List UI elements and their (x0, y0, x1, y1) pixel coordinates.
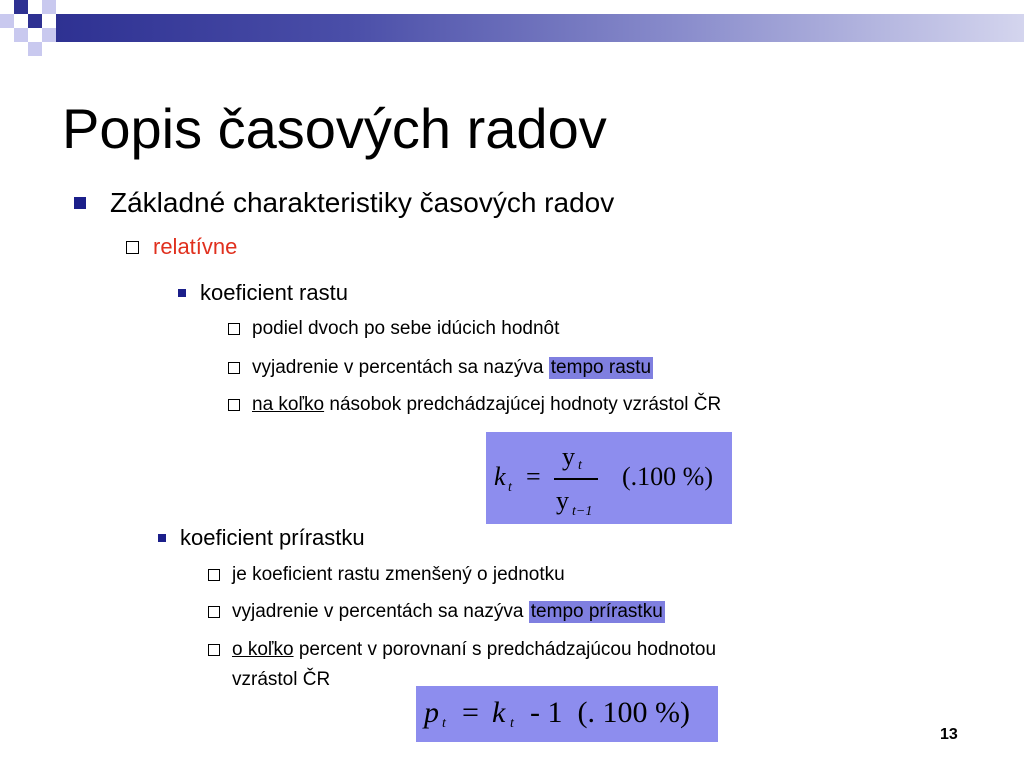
tempo-rastu-highlight: tempo rastu (550, 357, 652, 378)
section-koeficient-rastu (178, 278, 348, 308)
section2-item-2 (208, 599, 665, 625)
hollow-square-bullet-icon (208, 569, 220, 581)
section2-item-3-continued (232, 667, 330, 693)
section1-item1-text: podiel dvoch po sebe idúcich hodnôt (252, 318, 560, 339)
formula2-lhs: p (424, 696, 439, 729)
slide-title: Popis časových radov (62, 97, 607, 160)
formula1-denominator: y (556, 486, 569, 515)
section-koeficient-prirastku (158, 523, 365, 553)
formula1-lhs-sub: t (508, 480, 512, 495)
section2-item3-rest: percent v porovnaní s predchádzajúcou hodnotou (298, 639, 717, 660)
bullet-level1-text: Základné charakteristiky časových radov (110, 187, 615, 218)
formula1-lhs: k (494, 462, 506, 491)
formula1-equals: = (526, 462, 541, 491)
formula-koeficient-prirastku (416, 686, 718, 742)
formula2-tail: - 1 (. 100 %) (530, 696, 690, 729)
formula1-tail: (.100 %) (622, 462, 713, 491)
section1-item2-prefix: vyjadrenie v percentách sa nazýva (252, 357, 544, 378)
header-gradient-bar (56, 14, 1024, 42)
bullet-level2 (126, 232, 237, 262)
square-bullet-icon (178, 289, 186, 297)
formula-koeficient-rastu (486, 432, 732, 524)
section2-item3-line2: vzrástol ČR (232, 669, 331, 690)
section1-heading: koeficient rastu (200, 280, 348, 305)
bullet-level1 (74, 186, 614, 220)
section1-item-2 (228, 355, 653, 381)
hollow-square-bullet-icon (208, 606, 220, 618)
section1-item-3 (228, 392, 721, 418)
formula1-numerator-sub: t (578, 458, 582, 473)
formula1-numerator: y (562, 442, 575, 471)
formula2-k: k (492, 696, 506, 729)
page-number: 13 (940, 726, 958, 743)
section1-item3-underlined: na koľko (252, 394, 325, 415)
section1-item-1 (228, 316, 559, 342)
section2-item1-text: je koeficient rastu zmenšený o jednotku (232, 564, 565, 585)
formula2-lhs-sub: t (442, 716, 446, 731)
square-bullet-icon (74, 197, 86, 209)
tempo-prirastku-highlight: tempo prírastku (530, 601, 663, 622)
section2-item3-underlined: o koľko (232, 639, 294, 660)
section2-item-1 (208, 562, 565, 588)
hollow-square-bullet-icon (228, 399, 240, 411)
hollow-square-bullet-icon (228, 362, 240, 374)
formula2-equals: = (462, 696, 479, 729)
square-bullet-icon (158, 534, 166, 542)
section2-heading: koeficient prírastku (180, 525, 365, 550)
section2-item2-prefix: vyjadrenie v percentách sa nazýva (232, 601, 524, 622)
hollow-square-bullet-icon (126, 241, 139, 254)
section2-item-3 (208, 637, 716, 663)
formula2-k-sub: t (510, 716, 514, 731)
hollow-square-bullet-icon (208, 644, 220, 656)
fraction-bar (554, 478, 598, 480)
section1-item3-rest: násobok predchádzajúcej hodnoty vzrástol ČR (329, 394, 722, 415)
bullet-level2-text: relatívne (153, 234, 238, 259)
hollow-square-bullet-icon (228, 323, 240, 335)
formula1-denominator-sub: t−1 (572, 504, 593, 519)
